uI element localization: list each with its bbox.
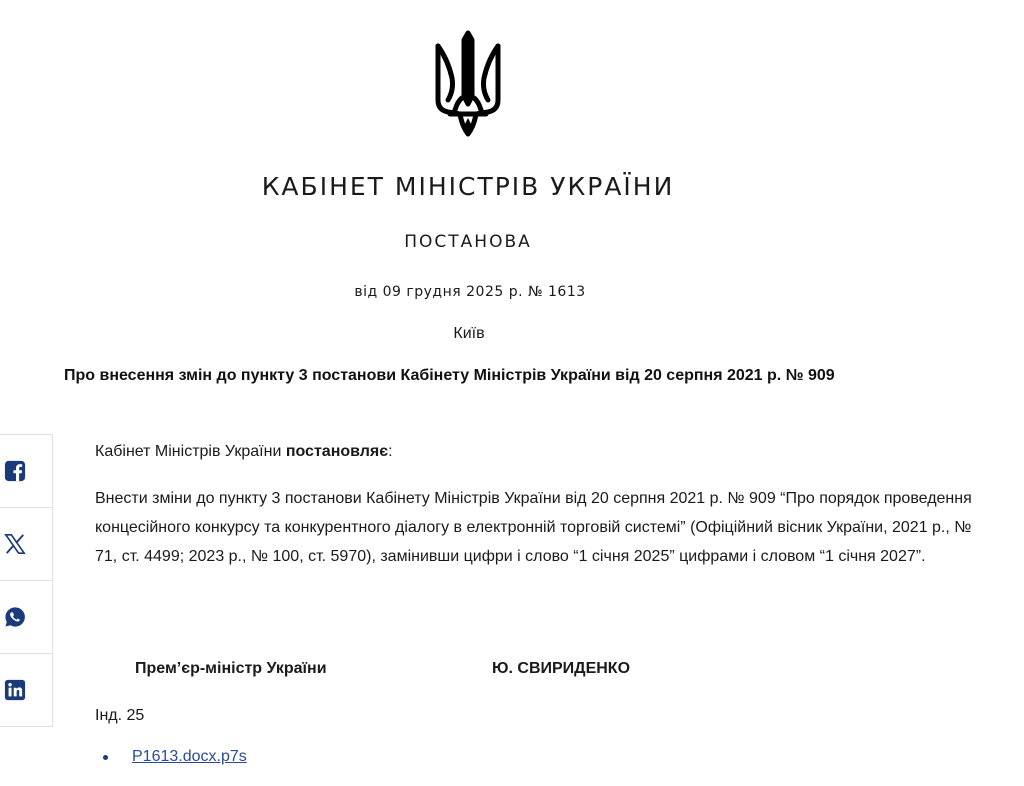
intro-prefix: Кабінет Міністрів України [95, 443, 286, 460]
attachments-list [95, 748, 247, 766]
tryzub-icon [434, 30, 502, 138]
document-type: ПОСТАНОВА [404, 232, 532, 252]
document-date-number: від 09 грудня 2025 р. № 1613 [354, 284, 586, 300]
signature-name: Ю. СВИРИДЕНКО [492, 660, 631, 677]
resolution-text: Внести зміни до пункту 3 постанови Кабінету Міністрів України від 20 серпня 2021 р. № 909 “Про порядок проведення концесійного конкурсу та конкурентного діалогу в електронній торговій системі” (Офіційний вісник України, 2021 р., № 71, ст. 4499; 2023 р., № 100, ст. 5970), замінивши цифри і слово “1 січня 2025” цифрами і словом “1 січня 2027”. [95, 490, 972, 565]
signature-role: Прем’єр-міністр України [135, 660, 327, 677]
x-icon [4, 533, 26, 555]
share-bar [0, 434, 53, 727]
intro-bold-verb: постановляє [285, 443, 389, 460]
attachment-item [95, 748, 247, 766]
coat-of-arms-emblem [434, 30, 502, 138]
attachment-link[interactable]: P1613.docx.p7s [132, 748, 247, 765]
whatsapp-icon [4, 606, 26, 628]
document-index: Інд. 25 [95, 707, 145, 724]
share-x-button[interactable] [0, 508, 52, 581]
share-whatsapp-button[interactable] [0, 581, 52, 654]
share-linkedin-button[interactable] [0, 654, 52, 726]
linkedin-icon [4, 679, 26, 701]
document-body [95, 438, 983, 571]
document-heading: Про внесення змін до пункту 3 постанови Кабінету Міністрів України від 20 серпня 2021 р. № 909 [64, 367, 835, 384]
organization-title: КАБІНЕТ МІНІСТРІВ УКРАЇНИ [261, 172, 675, 201]
document-place: Київ [453, 325, 485, 342]
share-facebook-button[interactable] [0, 435, 52, 508]
intro-suffix: : [388, 443, 393, 460]
resolution-intro [95, 438, 983, 466]
facebook-icon [4, 460, 26, 482]
